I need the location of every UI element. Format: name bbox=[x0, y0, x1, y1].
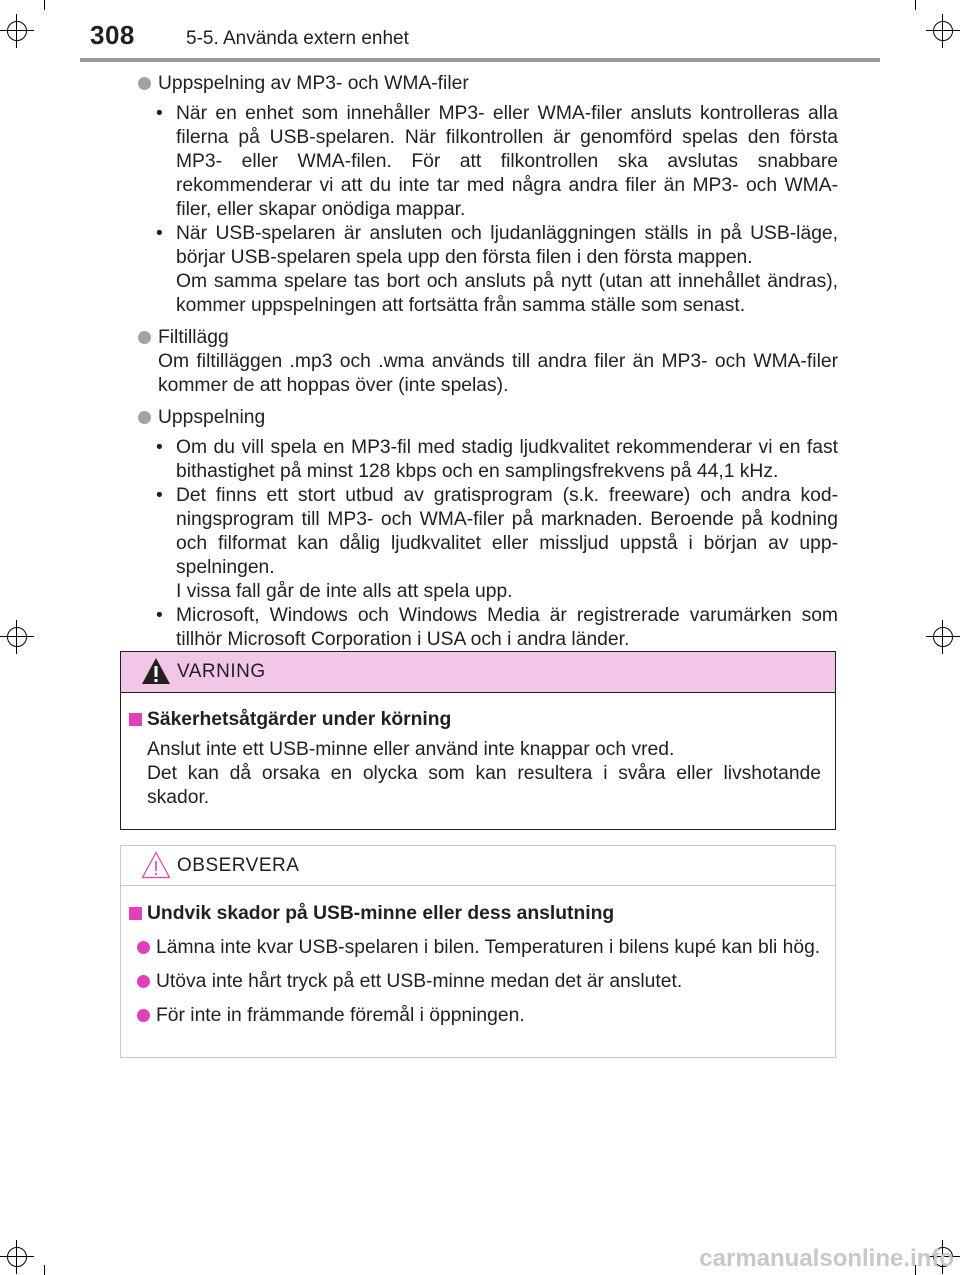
notice-body bbox=[129, 902, 825, 1028]
list-item-text: I vissa fall går de inte alls att spela upp. bbox=[176, 581, 513, 602]
warning-text-line: Det kan då orsaka en olycka som kan resultera i svåra eller livshotande skador. bbox=[147, 763, 821, 808]
main-content bbox=[138, 72, 838, 652]
caution-triangle-icon bbox=[141, 851, 171, 879]
bullet-list bbox=[138, 102, 838, 318]
list-item-text: Det finns ett stort utbud av gratisprogram (s.k. freeware) och andra kod-ningsprogram till MP3- och WMA-filer på marknaden. Beroende på kodning och filformat kan dålig ljudkvalitet eller missljud uppstå i början av upp-spelningen. bbox=[176, 485, 838, 578]
heading-text: Uppspelning av MP3- och WMA-filer bbox=[158, 73, 469, 94]
registration-mark bbox=[0, 620, 34, 654]
bullet-dot bbox=[138, 411, 151, 424]
bullet-dot bbox=[138, 77, 151, 90]
notice-dot bbox=[137, 941, 150, 954]
warning-text-line: Anslut inte ett USB-minne eller använd inte knappar och vred. bbox=[147, 739, 675, 760]
list-item: • När en enhet som innehåller MP3- eller WMA-filer ansluts kontrolleras alla filerna på USB-spelaren. När filkontrollen är genomförd spelas den första MP3- eller WMA-filen. För att filkontrollen ska avslutas snabbare rekommenderar vi att du inte tar med några andra filer än MP3- och WMA-filer, eller skapar onödiga mappar. bbox=[176, 102, 838, 222]
notice-item-text: För inte in främmande föremål i öppningen. bbox=[156, 1005, 525, 1026]
notice-item bbox=[129, 936, 825, 960]
crop-mark bbox=[44, 1265, 45, 1275]
list-item bbox=[176, 222, 838, 318]
list-item-text: Om samma spelare tas bort och ansluts på nytt (utan att innehållet ändras), kommer uppspelningen att fortsätta från samma ställe som senast. bbox=[176, 271, 838, 316]
section-heading-extension bbox=[138, 326, 838, 350]
warning-title: VARNING bbox=[177, 661, 266, 682]
warning-triangle-icon bbox=[141, 657, 171, 685]
warning-box bbox=[120, 651, 836, 830]
bullet-dot bbox=[138, 331, 151, 344]
section-heading-mp3-wma bbox=[138, 72, 838, 96]
notice-dot bbox=[137, 1009, 150, 1022]
header-rule bbox=[80, 58, 880, 62]
notice-item bbox=[129, 1004, 825, 1028]
notice-item bbox=[129, 970, 825, 994]
list-item-text: När USB-spelaren är ansluten och ljudanläggningen ställs in på USB-läge, börjar USB-spelaren spela upp den första filen i den första mappen. bbox=[176, 223, 838, 268]
crop-mark bbox=[44, 0, 45, 10]
notice-item-text: Utöva inte hårt tryck på ett USB-minne medan det är anslutet. bbox=[156, 971, 683, 992]
section-title: 5-5. Använda extern enhet bbox=[186, 28, 409, 49]
heading-text: Uppspelning bbox=[158, 407, 266, 428]
warning-heading-text: Säkerhetsåtgärder under körning bbox=[147, 709, 452, 730]
notice-dot bbox=[137, 975, 150, 988]
notice-title: OBSERVERA bbox=[177, 855, 300, 876]
registration-mark bbox=[0, 14, 34, 48]
registration-mark bbox=[0, 1240, 34, 1274]
watermark: carmanualsonline.info bbox=[699, 1245, 954, 1272]
paragraph: Om filtilläggen .mp3 och .wma används till andra filer än MP3- och WMA-filer kommer de att hoppas över (inte spelas). bbox=[158, 351, 838, 396]
notice-box bbox=[120, 845, 836, 1058]
registration-mark bbox=[926, 620, 960, 654]
bullet-list bbox=[138, 436, 838, 652]
list-item: • Microsoft, Windows och Windows Media är registrerade varumärken som tillhör Microsoft Corporation i USA och i andra länder. bbox=[176, 604, 838, 652]
notice-item-text: Lämna inte kvar USB-spelaren i bilen. Temperaturen i bilens kupé kan bli hög. bbox=[156, 937, 821, 958]
warning-text bbox=[129, 738, 821, 810]
square-bullet bbox=[129, 713, 142, 726]
registration-mark bbox=[926, 14, 960, 48]
warning-header bbox=[121, 652, 835, 693]
notice-heading-text: Undvik skador på USB-minne eller dess anslutning bbox=[147, 903, 615, 924]
list-item bbox=[176, 484, 838, 604]
square-bullet bbox=[129, 907, 142, 920]
crop-mark bbox=[915, 0, 916, 10]
notice-header bbox=[121, 846, 835, 886]
section-heading-playback bbox=[138, 406, 838, 430]
list-item: • Om du vill spela en MP3-fil med stadig ljudkvalitet rekommenderar vi en fast bithastighet på minst 128 kbps och en samplingsfrekvens på 44,1 kHz. bbox=[176, 436, 838, 484]
warning-body bbox=[129, 708, 821, 810]
heading-text: Filtillägg bbox=[158, 327, 229, 348]
warning-heading bbox=[129, 708, 821, 732]
page-number: 308 bbox=[90, 20, 135, 50]
notice-heading bbox=[129, 902, 825, 926]
